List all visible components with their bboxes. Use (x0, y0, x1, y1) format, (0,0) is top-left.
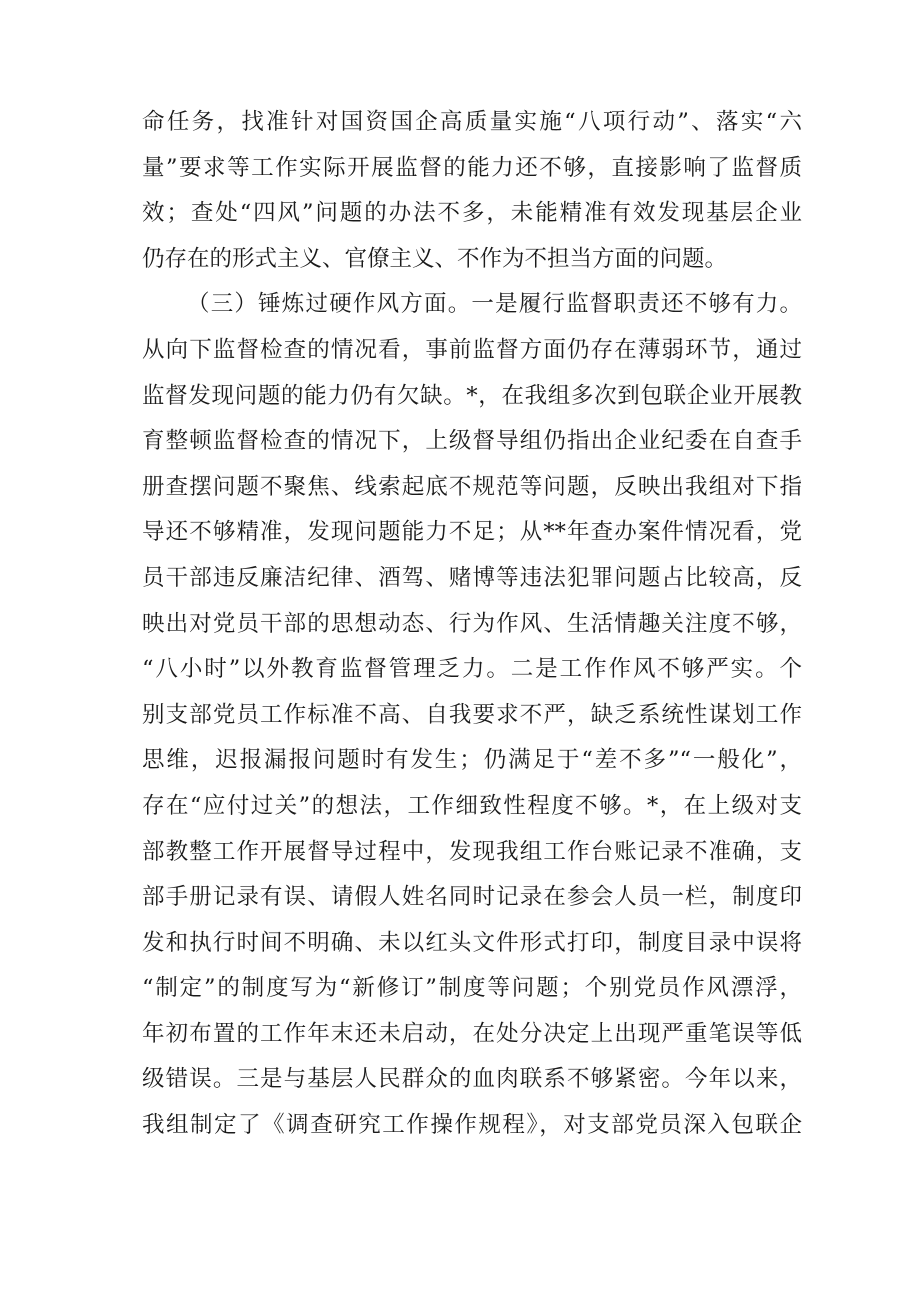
text-line-section-heading: （三）锤炼过硬作风方面。一是履行监督职责还不够有力。 (187, 291, 802, 318)
text-line: 册查摆问题不聚焦、线索起底不规范等问题，反映出我组对下指 (142, 473, 802, 500)
text-line: 命任务，找准针对国资国企高质量实施“八项行动”、落实“六 (142, 109, 802, 135)
text-line: 部教整工作开展督导过程中，发现我组工作台账记录不准确，支 (142, 838, 802, 865)
text-line: 监督发现问题的能力仍有欠缺。*，在我组多次到包联企业开展教 (142, 382, 802, 409)
text-line: 部手册记录有误、请假人姓名同时记录在参会人员一栏，制度印 (142, 884, 802, 911)
text-line: 从向下监督检查的情况看，事前监督方面仍存在薄弱环节，通过 (142, 336, 802, 363)
text-line: 效；查处“四风”问题的办法不多，未能精准有效发现基层企业 (142, 200, 802, 227)
text-line: 年初布置的工作年末还未启动，在处分决定上出现严重笔误等低 (142, 1020, 802, 1047)
text-line: 仍存在的形式主义、官僚主义、不作为不担当方面的问题。 (142, 245, 728, 272)
text-line: 我组制定了《调查研究工作操作规程》，对支部党员深入包联企 (142, 1112, 802, 1139)
text-line: 思维，迟报漏报问题时有发生；仍满足于“差不多”“一般化”， (142, 747, 802, 774)
text-line: 量”要求等工作实际开展监督的能力还不够，直接影响了监督质 (142, 154, 802, 181)
text-line: 映出对党员干部的思想动态、行为作风、生活情趣关注度不够， (142, 610, 802, 637)
text-line: “制定”的制度写为“新修订”制度等问题；个别党员作风漂浮， (142, 975, 802, 1002)
text-line: 导还不够精准，发现问题能力不足；从**年查办案件情况看，党 (142, 519, 802, 546)
text-line: 员干部违反廉洁纪律、酒驾、赌博等违法犯罪问题占比较高，反 (142, 564, 802, 591)
text-line: 存在“应付过关”的想法，工作细致性程度不够。*，在上级对支 (142, 792, 802, 819)
text-line: “八小时”以外教育监督管理乏力。二是工作作风不够严实。个 (142, 656, 802, 683)
text-line: 育整顿监督检查的情况下，上级督导组仍指出企业纪委在自查手 (142, 428, 802, 455)
text-line: 别支部党员工作标准不高、自我要求不严，缺乏系统性谋划工作 (142, 701, 802, 728)
text-line: 级错误。三是与基层人民群众的血肉联系不够紧密。今年以来， (142, 1066, 802, 1093)
text-line: 发和执行时间不明确、未以红头文件形式打印，制度目录中误将 (142, 929, 802, 956)
body-text (142, 100, 802, 1149)
